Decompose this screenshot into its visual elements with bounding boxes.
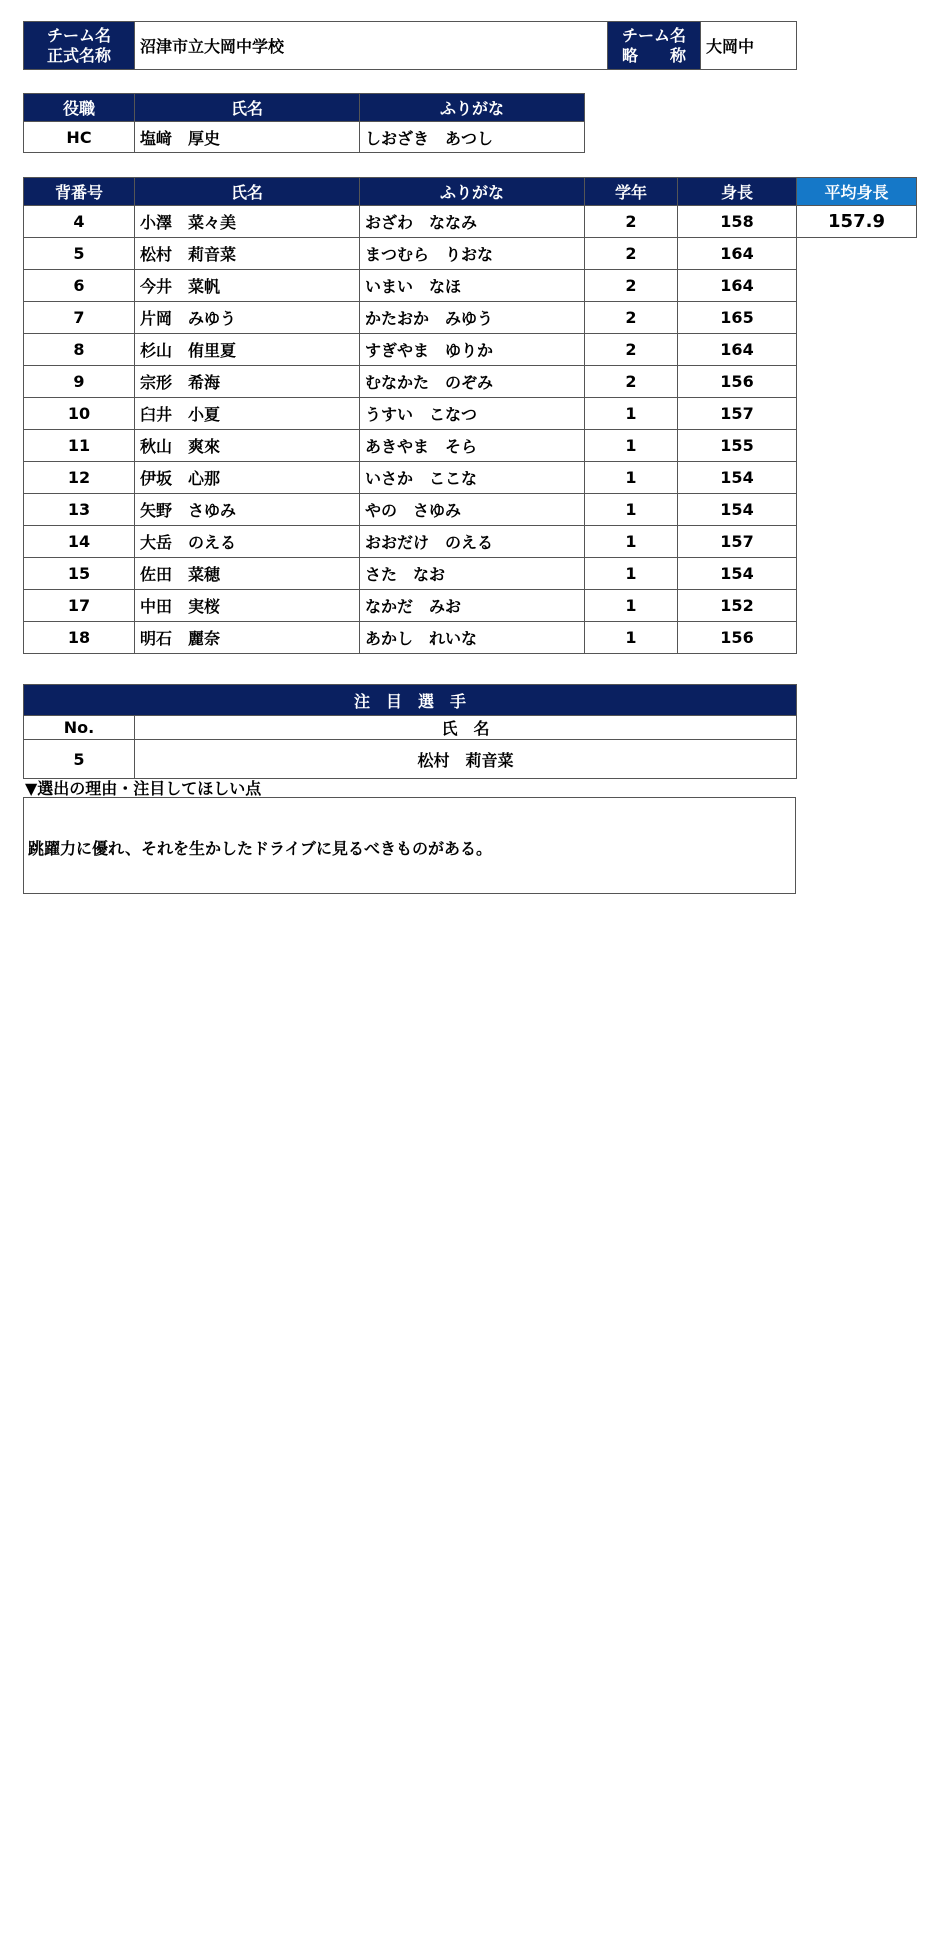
player-grade: 2 — [585, 206, 678, 238]
player-kana: あかし れいな — [360, 622, 585, 654]
featured-name-label: 氏 名 — [135, 716, 797, 740]
player-number: 17 — [24, 590, 135, 622]
player-name: 小澤 菜々美 — [135, 206, 360, 238]
player-grade: 1 — [585, 494, 678, 526]
player-name: 中田 実桜 — [135, 590, 360, 622]
official-name-label: チーム名 正式名称 — [24, 22, 135, 70]
player-number: 9 — [24, 366, 135, 398]
featured-title: 注 目 選 手 — [24, 685, 797, 716]
empty-cell — [797, 334, 917, 366]
empty-cell — [797, 558, 917, 590]
empty-cell — [797, 590, 917, 622]
empty-cell — [797, 238, 917, 270]
player-height: 154 — [678, 462, 797, 494]
player-number: 5 — [24, 238, 135, 270]
player-number: 10 — [24, 398, 135, 430]
short-name-value: 大岡中 — [701, 22, 797, 70]
players-header-name: 氏名 — [135, 178, 360, 206]
player-number: 11 — [24, 430, 135, 462]
player-row — [24, 366, 917, 398]
player-number: 8 — [24, 334, 135, 366]
player-row — [24, 494, 917, 526]
player-height: 158 — [678, 206, 797, 238]
player-grade: 1 — [585, 622, 678, 654]
player-grade: 1 — [585, 462, 678, 494]
player-name: 臼井 小夏 — [135, 398, 360, 430]
player-name: 松村 莉音菜 — [135, 238, 360, 270]
reason-label: ▼選出の理由・注目してほしい点 — [25, 779, 262, 798]
player-height: 157 — [678, 526, 797, 558]
player-grade: 2 — [585, 302, 678, 334]
player-height: 165 — [678, 302, 797, 334]
players-header-number: 背番号 — [24, 178, 135, 206]
player-kana: いさか ここな — [360, 462, 585, 494]
staff-header-name: 氏名 — [135, 94, 360, 122]
team-name-table — [23, 21, 797, 70]
player-row — [24, 238, 917, 270]
empty-cell — [797, 302, 917, 334]
featured-name: 松村 莉音菜 — [135, 740, 797, 779]
player-height: 152 — [678, 590, 797, 622]
players-header-height: 身長 — [678, 178, 797, 206]
player-name: 伊坂 心那 — [135, 462, 360, 494]
player-name: 今井 菜帆 — [135, 270, 360, 302]
player-grade: 2 — [585, 270, 678, 302]
player-height: 157 — [678, 398, 797, 430]
player-height: 164 — [678, 334, 797, 366]
empty-cell — [797, 622, 917, 654]
player-number: 12 — [24, 462, 135, 494]
player-row — [24, 302, 917, 334]
player-number: 7 — [24, 302, 135, 334]
players-table — [23, 177, 917, 654]
empty-cell — [797, 462, 917, 494]
player-kana: さた なお — [360, 558, 585, 590]
player-row — [24, 206, 917, 238]
player-number: 18 — [24, 622, 135, 654]
empty-cell — [797, 398, 917, 430]
staff-kana: しおざき あつし — [360, 122, 585, 153]
player-row — [24, 398, 917, 430]
player-height: 164 — [678, 238, 797, 270]
featured-no-label: No. — [24, 716, 135, 740]
player-height: 164 — [678, 270, 797, 302]
average-height-value: 157.9 — [797, 206, 917, 238]
player-grade: 2 — [585, 366, 678, 398]
staff-header-kana: ふりがな — [360, 94, 585, 122]
player-height: 154 — [678, 558, 797, 590]
player-number: 6 — [24, 270, 135, 302]
player-name: 杉山 侑里夏 — [135, 334, 360, 366]
staff-row — [24, 122, 585, 153]
empty-cell — [797, 494, 917, 526]
player-height: 156 — [678, 622, 797, 654]
player-grade: 1 — [585, 558, 678, 590]
player-grade: 2 — [585, 238, 678, 270]
player-row — [24, 526, 917, 558]
average-height-label: 平均身長 — [797, 178, 917, 206]
player-number: 13 — [24, 494, 135, 526]
player-name: 大岳 のえる — [135, 526, 360, 558]
player-kana: かたおか みゆう — [360, 302, 585, 334]
player-kana: うすい こなつ — [360, 398, 585, 430]
empty-cell — [797, 526, 917, 558]
reason-text: 跳躍力に優れ、それを生かしたドライブに見るべきものがある。 — [28, 839, 493, 858]
player-number: 4 — [24, 206, 135, 238]
player-grade: 1 — [585, 398, 678, 430]
official-name-value: 沼津市立大岡中学校 — [135, 22, 608, 70]
player-kana: おおだけ のえる — [360, 526, 585, 558]
staff-name: 塩﨑 厚史 — [135, 122, 360, 153]
player-name: 矢野 さゆみ — [135, 494, 360, 526]
player-name: 佐田 菜穂 — [135, 558, 360, 590]
player-grade: 1 — [585, 590, 678, 622]
player-kana: やの さゆみ — [360, 494, 585, 526]
player-row — [24, 622, 917, 654]
player-row — [24, 558, 917, 590]
player-height: 154 — [678, 494, 797, 526]
player-height: 155 — [678, 430, 797, 462]
staff-table — [23, 93, 585, 153]
player-grade: 1 — [585, 430, 678, 462]
player-number: 15 — [24, 558, 135, 590]
player-kana: あきやま そら — [360, 430, 585, 462]
player-row — [24, 462, 917, 494]
player-kana: むなかた のぞみ — [360, 366, 585, 398]
player-number: 14 — [24, 526, 135, 558]
player-height: 156 — [678, 366, 797, 398]
staff-header-role: 役職 — [24, 94, 135, 122]
player-name: 明石 麗奈 — [135, 622, 360, 654]
staff-role: HC — [24, 122, 135, 153]
player-name: 片岡 みゆう — [135, 302, 360, 334]
players-header-kana: ふりがな — [360, 178, 585, 206]
featured-player-table — [23, 684, 797, 779]
empty-cell — [797, 270, 917, 302]
reason-box — [23, 797, 796, 894]
player-kana: なかだ みお — [360, 590, 585, 622]
player-grade: 2 — [585, 334, 678, 366]
player-name: 秋山 爽來 — [135, 430, 360, 462]
player-kana: すぎやま ゆりか — [360, 334, 585, 366]
player-row — [24, 270, 917, 302]
empty-cell — [797, 366, 917, 398]
player-kana: まつむら りおな — [360, 238, 585, 270]
player-name: 宗形 希海 — [135, 366, 360, 398]
player-row — [24, 334, 917, 366]
player-row — [24, 590, 917, 622]
short-name-label: チーム名 略 称 — [608, 22, 701, 70]
player-kana: おざわ ななみ — [360, 206, 585, 238]
player-kana: いまい なほ — [360, 270, 585, 302]
featured-no: 5 — [24, 740, 135, 779]
player-grade: 1 — [585, 526, 678, 558]
player-row — [24, 430, 917, 462]
empty-cell — [797, 430, 917, 462]
players-header-grade: 学年 — [585, 178, 678, 206]
